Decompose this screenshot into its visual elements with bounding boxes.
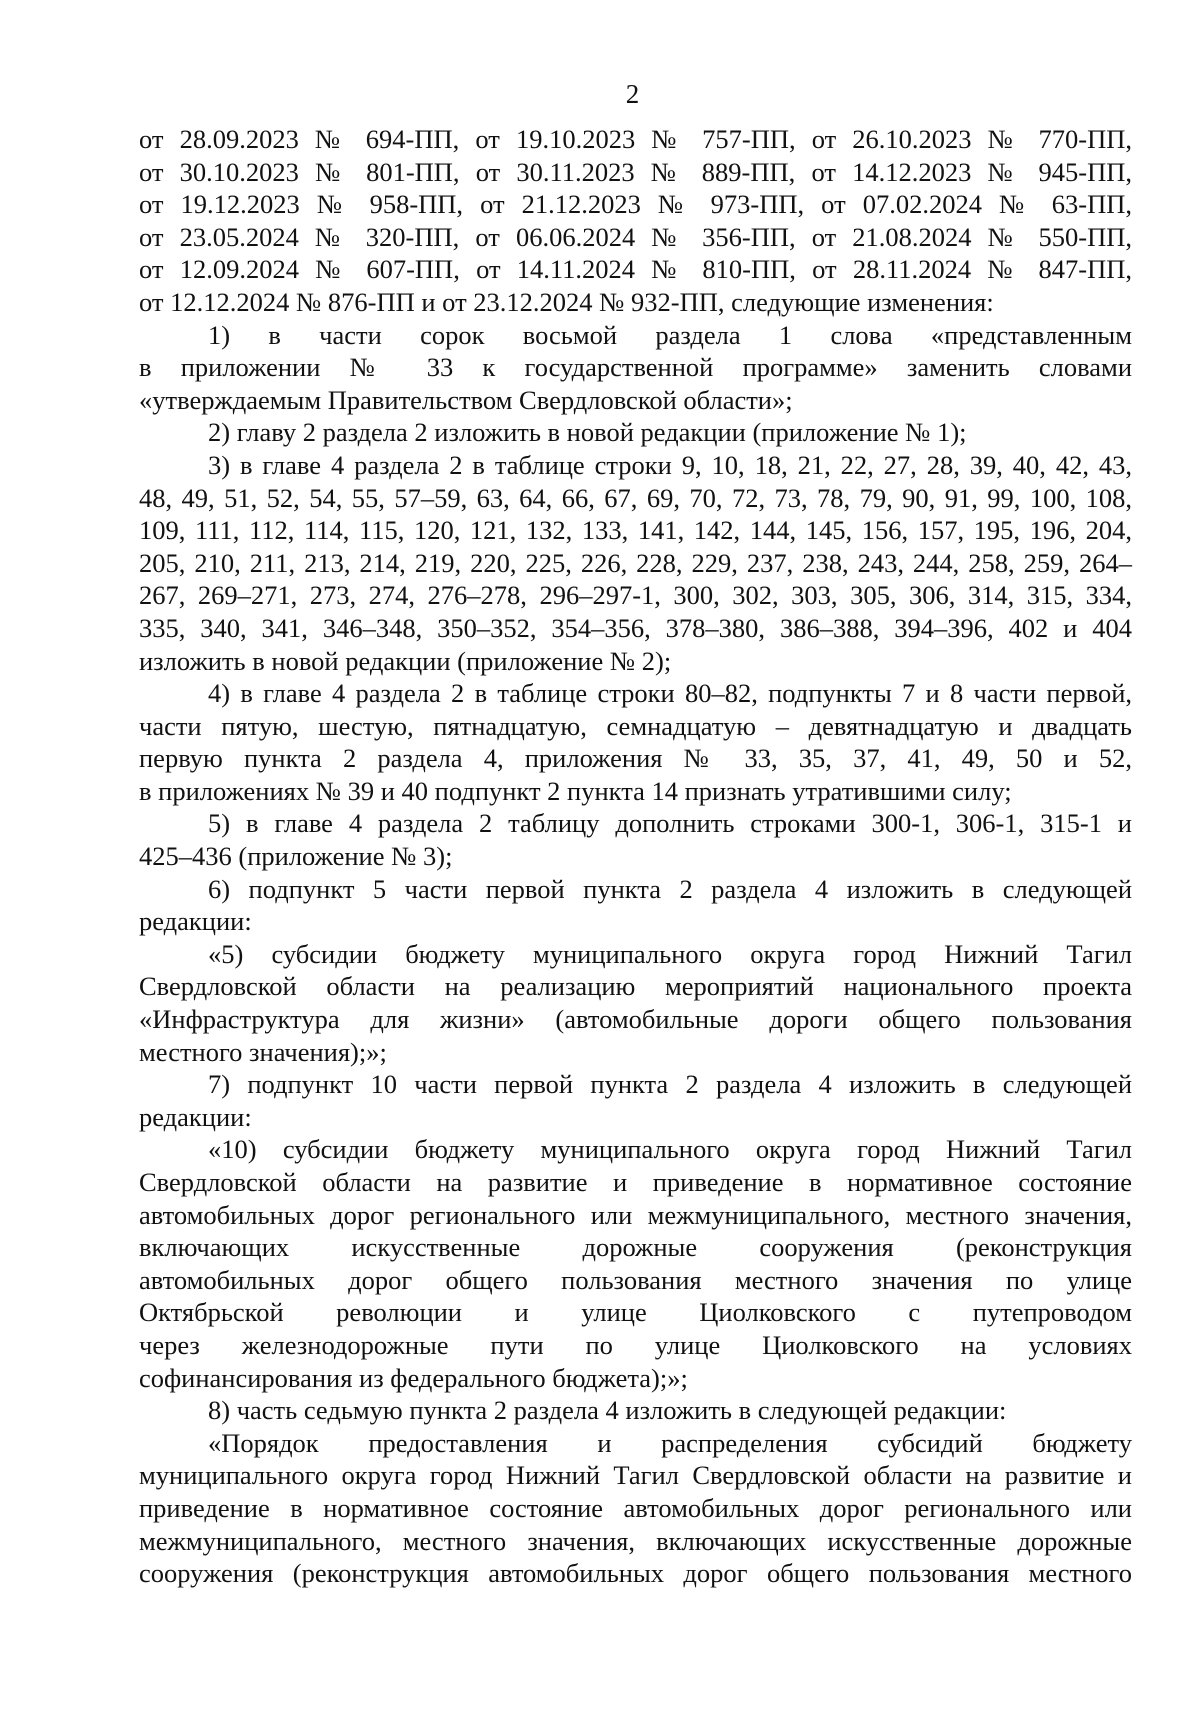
text-line: Свердловской области на реализацию мероприятий национального проекта xyxy=(139,971,1132,1002)
text-line: межмуниципального, местного значения, включающих искусственные дорожные xyxy=(139,1525,1132,1556)
text-line: муниципального округа город Нижний Тагил Свердловской области на развитие и xyxy=(139,1460,1132,1491)
text-line: 335, 340, 341, 346–348, 350–352, 354–356, 378–380, 386–388, 394–396, 402 и 404 xyxy=(139,612,1132,643)
text-line: автомобильных дорог общего пользования местного значения по улице xyxy=(139,1264,1132,1295)
text-line: через железнодорожные пути по улице Циолковского на условиях xyxy=(139,1329,1132,1360)
text-line: софинансирования из федерального бюджета);»; xyxy=(139,1362,688,1393)
text-line: «Порядок предоставления и распределения субсидий бюджету xyxy=(208,1427,1132,1458)
text-line: сооружения (реконструкция автомобильных дорог общего пользования местного xyxy=(139,1558,1132,1589)
text-line: от 23.05.2024 № 320-ПП, от 06.06.2024 № 356-ПП, от 21.08.2024 № 550-ПП, xyxy=(139,221,1132,252)
text-line: «утверждаемым Правительством Свердловской области»; xyxy=(139,384,793,415)
text-line: в приложениях № 39 и 40 подпункт 2 пункта 14 признать утратившими силу; xyxy=(139,775,1012,806)
text-line: от 28.09.2023 № 694-ПП, от 19.10.2023 № 757-ПП, от 26.10.2023 № 770-ПП, xyxy=(139,124,1132,154)
text-line: 2) главу 2 раздела 2 изложить в новой редакции (приложение № 1); xyxy=(208,417,967,448)
text-line: приведение в нормативное состояние автомобильных дорог регионального или xyxy=(139,1492,1132,1523)
document-body xyxy=(139,123,1132,1590)
text-line: 8) часть седьмую пункта 2 раздела 4 изложить в следующей редакции: xyxy=(208,1395,1007,1426)
text-line: автомобильных дорог регионального или межмуниципального, местного значения, xyxy=(139,1199,1132,1230)
page-number: 2 xyxy=(625,79,640,109)
text-line: от 30.10.2023 № 801-ПП, от 30.11.2023 № 889-ПП, от 14.12.2023 № 945-ПП, xyxy=(139,156,1132,187)
text-line: редакции: xyxy=(139,1101,252,1132)
text-line: 267, 269–271, 273, 274, 276–278, 296–297-1, 300, 302, 303, 305, 306, 314, 315, 334, xyxy=(139,580,1132,611)
text-line: 3) в главе 4 раздела 2 в таблице строки 9, 10, 18, 21, 22, 27, 28, 39, 40, 42, 43, xyxy=(208,449,1132,480)
text-line: от 12.09.2024 № 607-ПП, от 14.11.2024 № 810-ПП, от 28.11.2024 № 847-ПП, xyxy=(139,254,1132,285)
text-line: 4) в главе 4 раздела 2 в таблице строки 80–82, подпункты 7 и 8 части первой, xyxy=(208,678,1132,709)
text-line: 5) в главе 4 раздела 2 таблицу дополнить строками 300-1, 306-1, 315-1 и xyxy=(208,808,1132,839)
text-line: 425–436 (приложение № 3); xyxy=(139,841,453,872)
text-line: местного значения);»; xyxy=(139,1036,387,1067)
text-line: от 19.12.2023 № 958-ПП, от 21.12.2023 № 973-ПП, от 07.02.2024 № 63-ПП, xyxy=(139,189,1132,220)
text-line: в приложении № 33 к государственной программе» заменить словами xyxy=(139,352,1132,383)
text-line: части пятую, шестую, пятнадцатую, семнадцатую – девятнадцатую и двадцать xyxy=(139,710,1132,741)
text-line: 48, 49, 51, 52, 54, 55, 57–59, 63, 64, 66, 67, 69, 70, 72, 73, 78, 79, 90, 91, 99, 100, 108, xyxy=(139,482,1132,513)
text-line: включающих искусственные дорожные сооружения (реконструкция xyxy=(139,1232,1132,1263)
text-line: Свердловской области на развитие и приведение в нормативное состояние xyxy=(139,1167,1132,1197)
text-line: Октябрьской революции и улице Циолковского с путепроводом xyxy=(139,1297,1132,1328)
text-line: «Инфраструктура для жизни» (автомобильные дороги общего пользования xyxy=(139,1004,1132,1035)
text-line: 1) в части сорок восьмой раздела 1 слова «представленным xyxy=(208,319,1132,350)
text-line: 7) подпункт 10 части первой пункта 2 раздела 4 изложить в следующей xyxy=(208,1069,1132,1100)
text-line: «5) субсидии бюджету муниципального округа город Нижний Тагил xyxy=(208,938,1132,969)
text-line: 109, 111, 112, 114, 115, 120, 121, 132, 133, 141, 142, 144, 145, 156, 157, 195, 196, 204, xyxy=(139,515,1132,546)
text-line: 205, 210, 211, 213, 214, 219, 220, 225, 226, 228, 229, 237, 238, 243, 244, 258, 259, 264– xyxy=(139,547,1132,578)
text-line: 6) подпункт 5 части первой пункта 2 раздела 4 изложить в следующей xyxy=(208,873,1132,904)
text-line: первую пункта 2 раздела 4, приложения № 33, 35, 37, 41, 49, 50 и 52, xyxy=(139,743,1132,774)
text-line: «10) субсидии бюджету муниципального округа город Нижний Тагил xyxy=(208,1134,1132,1165)
text-line: от 12.12.2024 № 876-ПП и от 23.12.2024 № 932-ПП, следующие изменения: xyxy=(139,286,994,317)
text-line: редакции: xyxy=(139,906,252,937)
text-line: изложить в новой редакции (приложение № 2); xyxy=(139,645,672,676)
